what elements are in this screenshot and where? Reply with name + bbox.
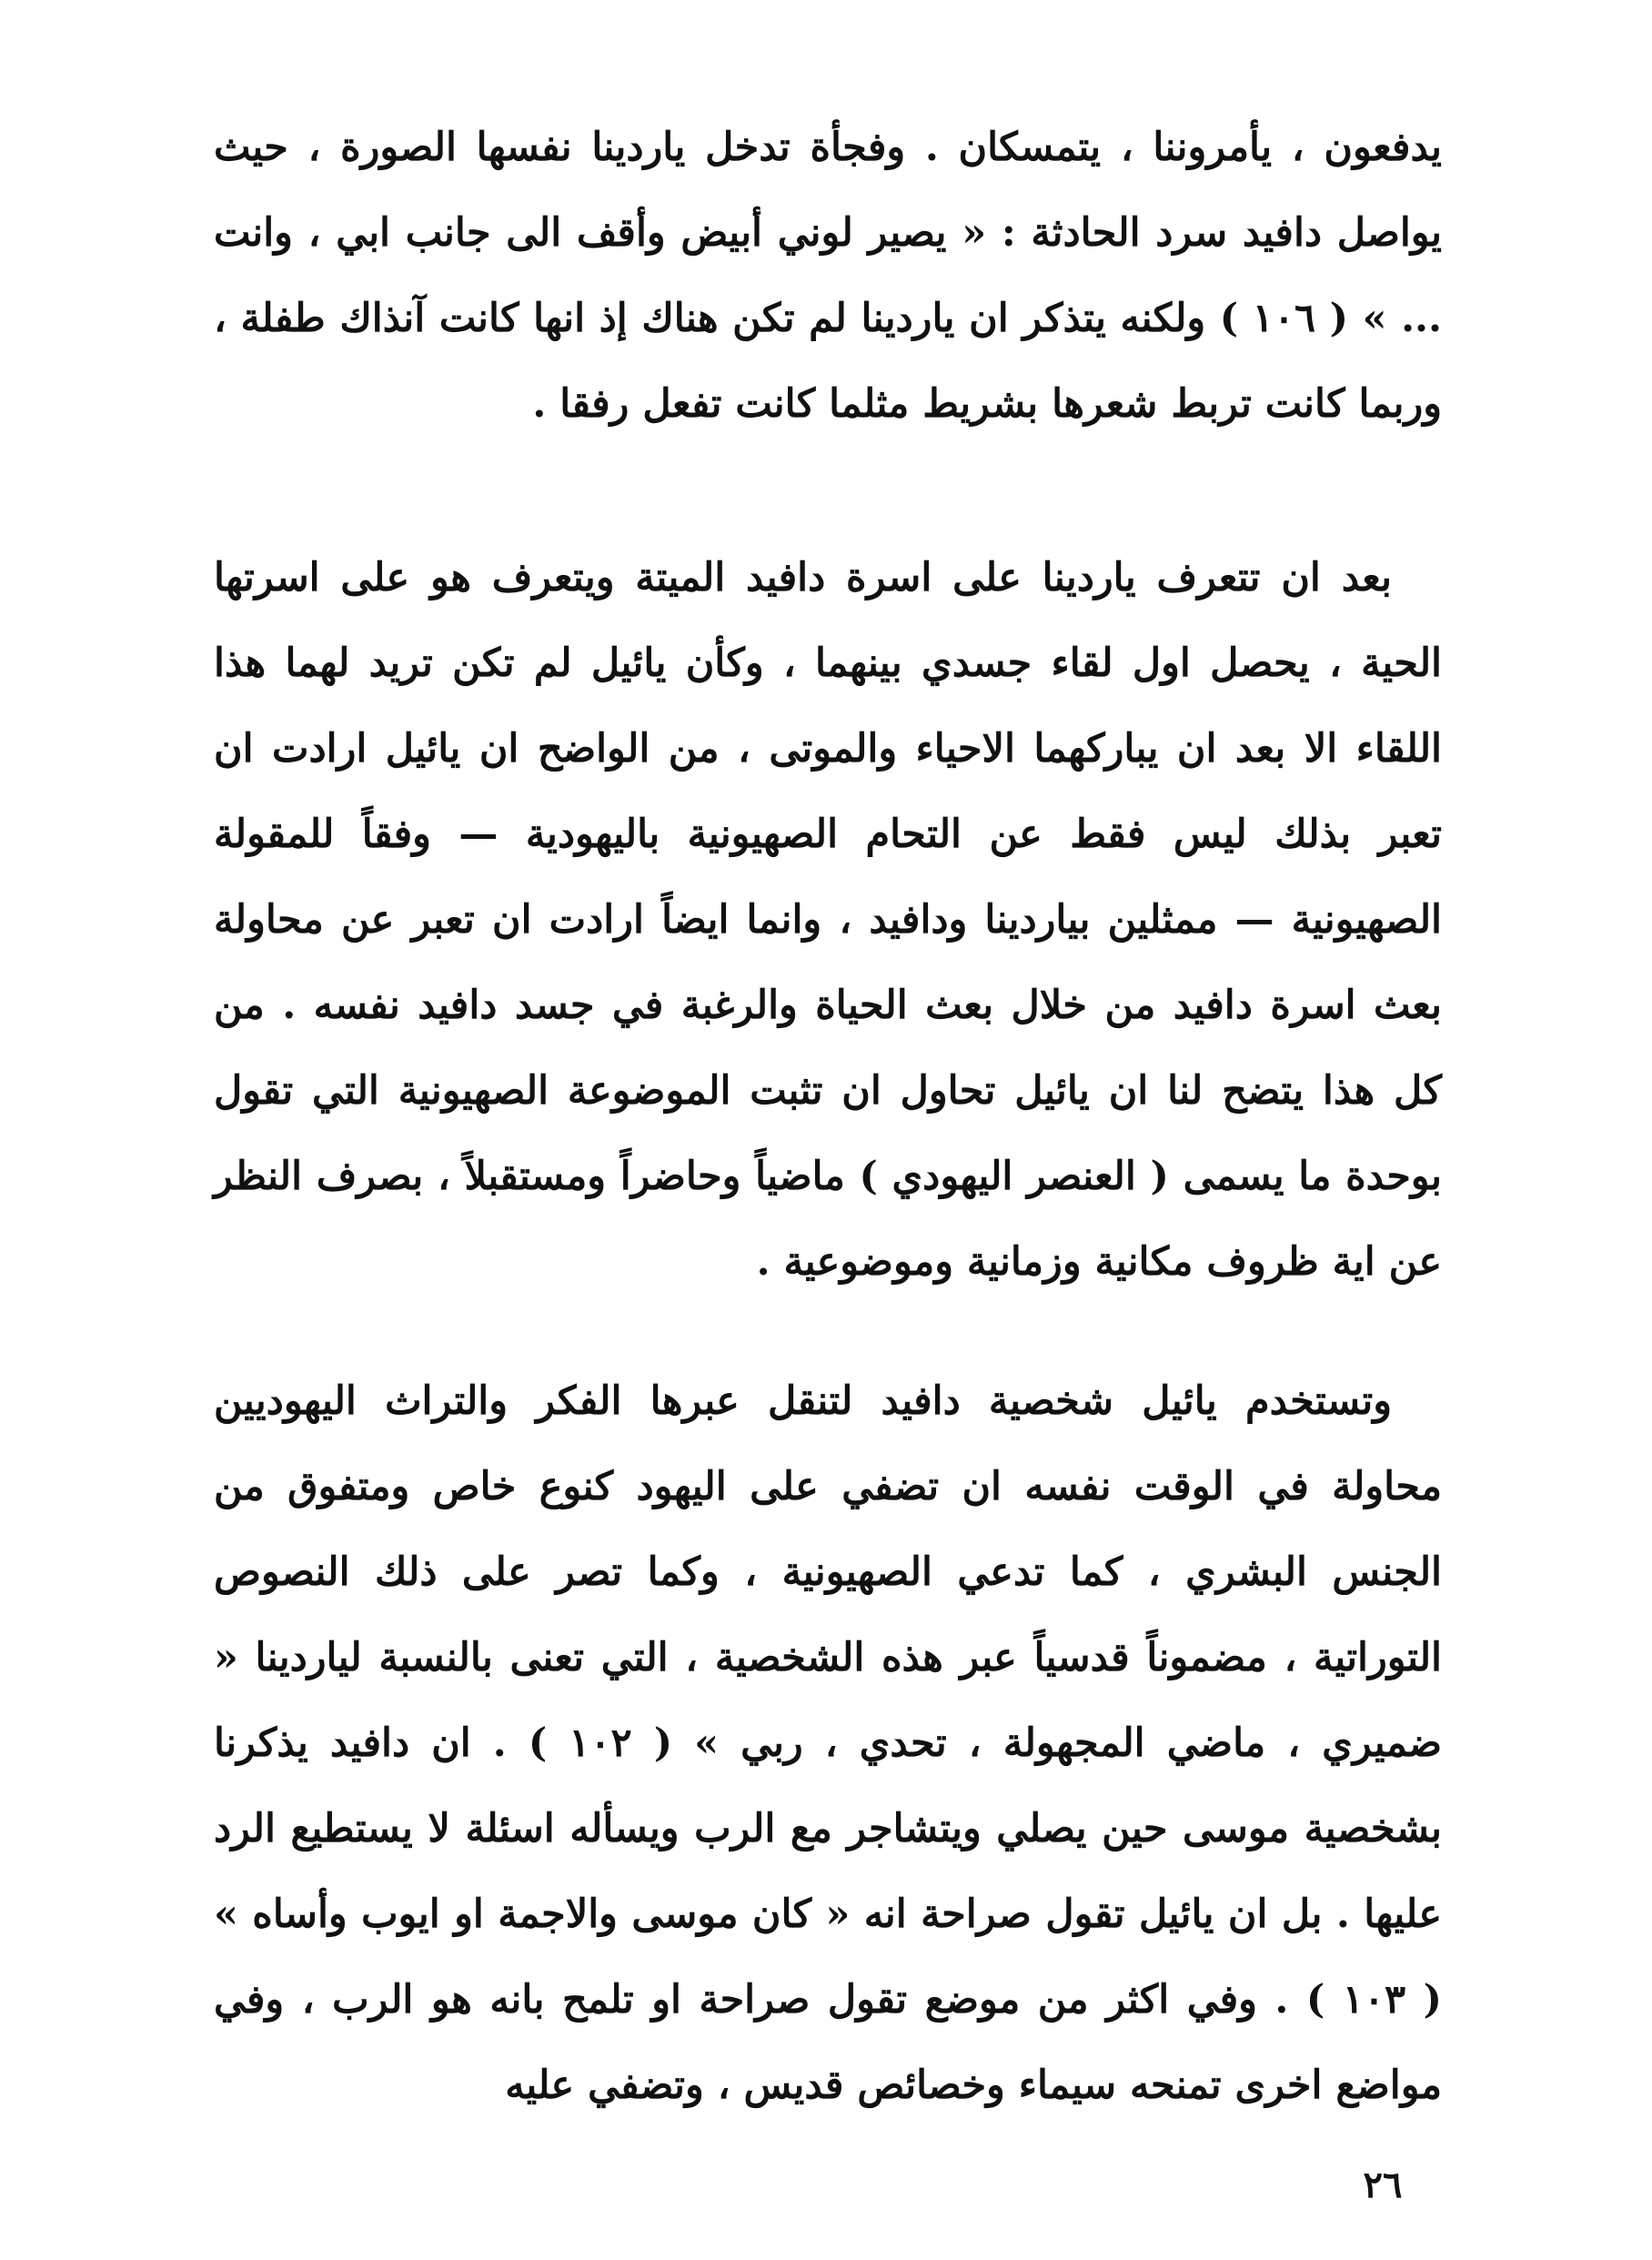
paragraph-1-block	[214, 105, 1442, 447]
paragraph-2-block	[214, 535, 1442, 1305]
page-number: ٢٦	[1363, 2164, 1403, 2206]
paragraph-1: يدفعون ، يأمروننا ، يتمسكان . وفجأة تدخل ياردينا نفسها الصورة ، حيث يواصل دافيد سرد الحادثة : « يصير لوني أبيض وأقف الى جانب ابي ، وانت ... » ( ١٠٦ ) ولكنه يتذكر ان ياردينا لم تكن هناك إذ انها كانت آنذاك طفلة ، وربما كانت تربط شعرها بشريط مثلما كانت تفعل رفقا .	[214, 125, 1442, 427]
paragraph-3-block	[214, 1358, 1442, 2128]
paragraph-2: بعد ان تتعرف ياردينا على اسرة دافيد الميتة ويتعرف هو على اسرتها الحية ، يحصل اول لقاء جسدي بينهما ، وكأن يائيل لم تكن تريد لهما هذا اللقاء الا بعد ان يباركهما الاحياء والموتى ، من الواضح ان يائيل ارادت ان تعبر بذلك ليس فقط عن التحام الصهيونية باليهودية — وفقاً للمقولة الصهيونية — ممثلين بياردينا ودافيد ، وانما ايضاً ارادت ان تعبر عن محاولة بعث اسرة دافيد من خلال بعث الحياة والرغبة في جسد دافيد نفسه . من كل هذا يتضح لنا ان يائيل تحاول ان تثبت الموضوعة الصهيونية التي تقول بوحدة ما يسمى ( العنصر اليهودي ) ماضياً وحاضراً ومستقبلاً ، بصرف النظر عن اية ظروف مكانية وزمانية وموضوعية .	[214, 555, 1442, 1285]
paragraph-3: وتستخدم يائيل شخصية دافيد لتنقل عبرها الفكر والتراث اليهوديين محاولة في الوقت نفسه ان تضفي على اليهود كنوع خاص ومتفوق من الجنس البشري ، كما تدعي الصهيونية ، وكما تصر على ذلك النصوص التوراتية ، مضموناً قدسياً عبر هذه الشخصية ، التي تعنى بالنسبة لياردينا « ضميري ، ماضي المجهولة ، تحدي ، ربي » ( ١٠٢ ) . ان دافيد يذكرنا بشخصية موسى حين يصلي ويتشاجر مع الرب ويسأله اسئلة لا يستطيع الرد عليها . بل ان يائيل تقول صراحة انه « كان موسى والاجمة او ايوب وأساه » ( ١٠٣ ) . وفي اكثر من موضع تقول صراحة او تلمح بانه هو الرب ، وفي مواضع اخرى تمنحه سيماء وخصائص قديس ، وتضفي عليه	[214, 1378, 1442, 2108]
